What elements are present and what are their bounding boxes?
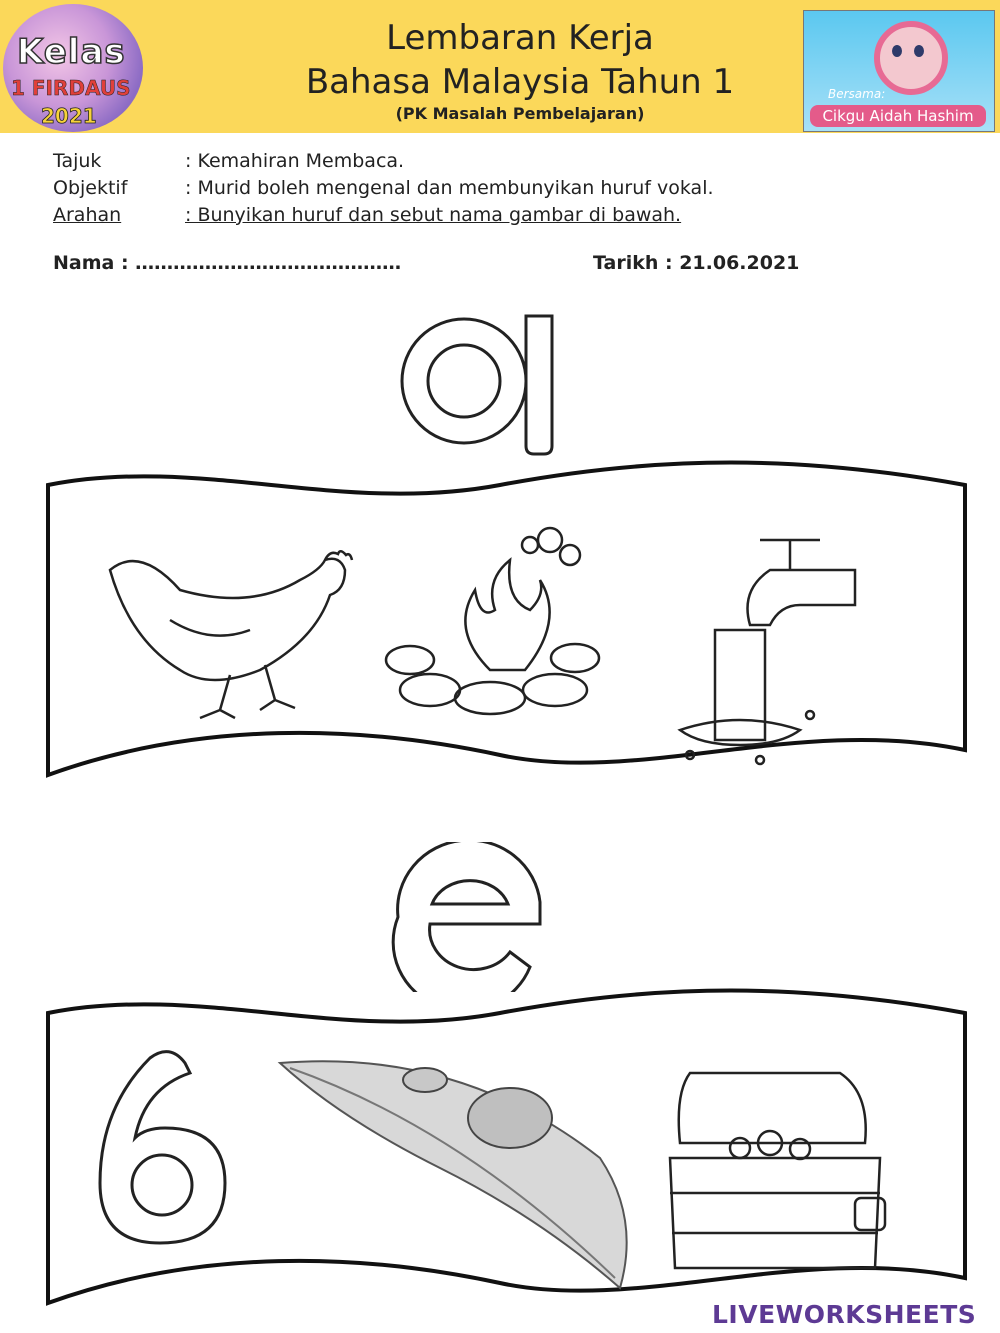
worksheet-header xyxy=(0,0,1000,133)
picture-banner-a xyxy=(40,460,970,790)
worksheet-title: Lembaran Kerja xyxy=(386,18,654,58)
worksheet-subject: Bahasa Malaysia Tahun 1 xyxy=(305,62,735,102)
class-logo-line2: 1 FIRDAUS xyxy=(11,76,131,100)
nama-field[interactable]: Nama : …………………………………… xyxy=(53,252,402,274)
picture-banner-e xyxy=(40,988,970,1323)
arahan-value: : Bunyikan huruf dan sebut nama gambar di bawah. xyxy=(185,204,682,226)
tarikh-field: Tarikh : 21.06.2021 xyxy=(593,252,800,274)
tajuk-value: : Kemahiran Membaca. xyxy=(185,150,405,172)
liveworksheets-brand[interactable]: LIVEWORKSHEETS xyxy=(712,1300,977,1329)
objektif-value: : Murid boleh mengenal dan membunyikan huruf vokal. xyxy=(185,177,714,199)
teacher-logo-line1: Bersama: xyxy=(828,87,886,101)
avatar-eye-right xyxy=(914,45,924,57)
arahan-label: Arahan xyxy=(53,204,122,226)
class-logo-line3: 2021 xyxy=(41,104,97,128)
letter-e-icon xyxy=(390,842,560,992)
teacher-logo-line2: Cikgu Aidah Hashim xyxy=(810,105,986,127)
letter-a-icon xyxy=(392,296,562,466)
worksheet-subtitle: (PK Masalah Pembelajaran) xyxy=(395,104,645,123)
class-logo-line1: Kelas xyxy=(17,32,126,72)
avatar-eye-left xyxy=(892,45,902,57)
teacher-logo xyxy=(803,10,995,132)
teacher-avatar-icon xyxy=(874,21,948,95)
tajuk-label: Tajuk xyxy=(53,150,102,172)
objektif-label: Objektif xyxy=(53,177,128,199)
